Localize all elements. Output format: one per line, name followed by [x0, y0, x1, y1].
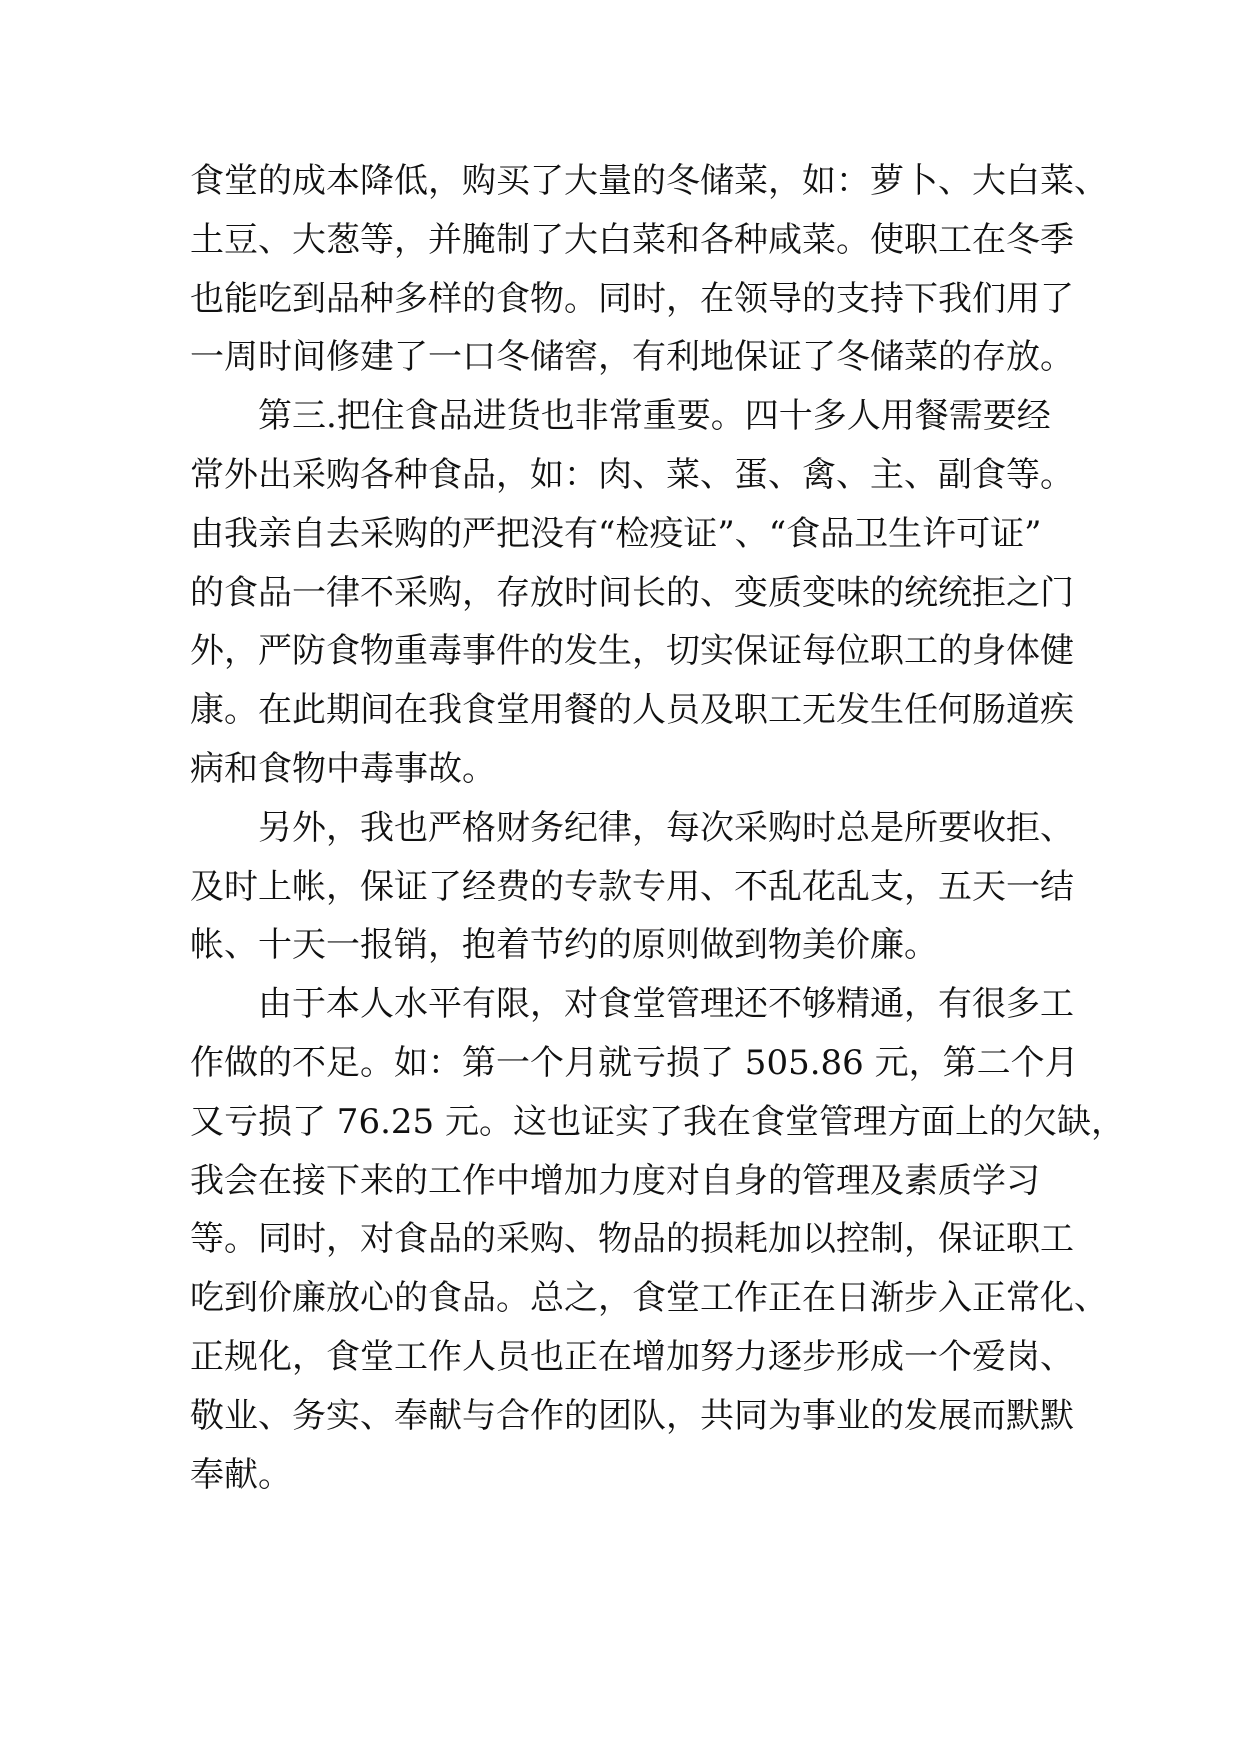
document-body	[190, 152, 1125, 1504]
paragraph-first-line: 另外，我也严格财务纪律，每次采购时总是所要收拒、	[258, 807, 1074, 848]
text-line: 外，严防食物重毒事件的发生，切实保证每位职工的身体健	[190, 631, 1074, 672]
text-line: 常外出采购各种食品，如：肉、菜、蛋、禽、主、副食等。	[190, 454, 1074, 495]
text-line: 康。在此期间在我食堂用餐的人员及职工无发生任何肠道疾	[190, 690, 1074, 731]
paragraph-first-line: 由于本人水平有限，对食堂管理还不够精通，有很多工	[258, 984, 1074, 1025]
text-line: 食堂的成本降低，购买了大量的冬储菜，如：萝卜、大白菜、	[190, 161, 1108, 201]
text-line: 的食品一律不采购，存放时间长的、变质变味的统统拒之门	[190, 572, 1074, 613]
text-line: 敬业、务实、奉献与合作的团队，共同为事业的发展而默默	[190, 1395, 1074, 1436]
text-line: 病和食物中毒事故。	[190, 748, 496, 789]
text-line: 土豆、大葱等，并腌制了大白菜和各种咸菜。使职工在冬季	[190, 219, 1074, 260]
text-line: 帐、十天一报销，抱着节约的原则做到物美价廉。	[190, 925, 938, 966]
text-line: 我会在接下来的工作中增加力度对自身的管理及素质学习	[190, 1160, 1040, 1201]
text-line: 奉献。	[190, 1454, 292, 1495]
text-line: 正规化，食堂工作人员也正在增加努力逐步形成一个爱岗、	[190, 1336, 1074, 1377]
text-line: 及时上帐，保证了经费的专款专用、不乱花乱支，五天一结	[190, 866, 1074, 907]
text-line: 等。同时，对食品的采购、物品的损耗加以控制，保证职工	[190, 1219, 1074, 1260]
text-line: 作做的不足。如：第一个月就亏损了 505.86 元，第二个月	[190, 1042, 1079, 1083]
text-line: 一周时间修建了一口冬储窖，有利地保证了冬储菜的存放。	[190, 337, 1074, 378]
text-line: 吃到价廉放心的食品。总之，食堂工作正在日渐步入正常化、	[190, 1278, 1108, 1319]
text-line: 又亏损了 76.25 元。这也证实了我在食堂管理方面上的欠缺，	[190, 1101, 1125, 1142]
text-line: 也能吃到品种多样的食物。同时，在领导的支持下我们用了	[190, 278, 1074, 319]
text-line: 由我亲自去采购的严把没有“检疫证”、“食品卫生许可证”	[190, 513, 1042, 554]
paragraph-first-line: 第三.把住食品进货也非常重要。四十多人用餐需要经	[258, 396, 1051, 437]
